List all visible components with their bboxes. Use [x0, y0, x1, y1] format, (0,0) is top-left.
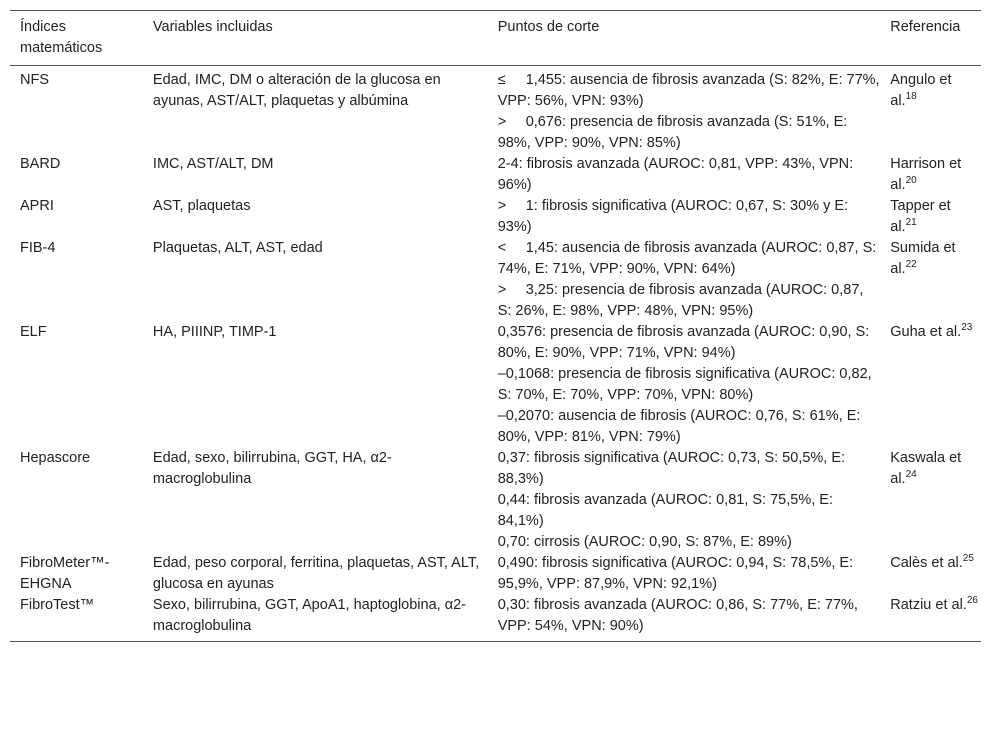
reference-number: 23	[961, 322, 973, 334]
cutoffs-cell	[488, 66, 881, 155]
reference-number: 22	[905, 259, 917, 271]
cutoffs-cell	[488, 595, 881, 642]
table-row	[10, 238, 981, 322]
reference-cell	[880, 553, 981, 595]
reference-authors: Sumida et al.	[890, 240, 956, 277]
reference-authors: Kaswala et al.	[890, 450, 962, 487]
variables-cell: Plaquetas, ALT, AST, edad	[152, 240, 323, 256]
index-name-cell: APRI	[20, 198, 54, 214]
table-row	[10, 322, 981, 448]
reference-cell	[880, 238, 981, 322]
reference-cell	[880, 448, 981, 553]
table-row	[10, 595, 981, 642]
cutoff-text: 1,455: ausencia de fibrosis avanzada (S: 82%, E: 77%, VPP: 56%, VPN: 93%)	[497, 72, 880, 109]
cutoff-text: 1: fibrosis significativa (AUROC: 0,67, S: 30% y E: 93%)	[497, 198, 849, 235]
cutoff-line	[498, 448, 881, 490]
index-name-cell: FibroMeter™-EHGNA	[20, 555, 110, 592]
reference-cell	[880, 154, 981, 196]
index-name-cell: FIB-4	[20, 240, 56, 256]
cutoff-line	[498, 364, 881, 406]
cutoff-line	[498, 196, 881, 238]
cutoff-text: 3,25: presencia de fibrosis avanzada (AUROC: 0,87, S: 26%, E: 98%, VPP: 48%, VPN: 95%)	[497, 282, 864, 319]
cutoff-text: 0,44: fibrosis avanzada (AUROC: 0,81, S: 75,5%, E: 84,1%)	[497, 492, 833, 529]
index-name-cell: ELF	[20, 324, 47, 340]
index-name-cell: NFS	[20, 72, 49, 88]
cutoff-line	[498, 154, 881, 196]
cutoff-text: 0,676: presencia de fibrosis avanzada (S: 51%, E: 98%, VPP: 90%, VPN: 85%)	[497, 114, 848, 151]
cutoff-symbol: >	[497, 282, 507, 298]
table-row	[10, 448, 981, 553]
reference-number: 24	[905, 469, 917, 481]
cutoff-line	[498, 490, 881, 532]
reference-number: 18	[905, 91, 917, 103]
table-row	[10, 553, 981, 595]
reference-cell	[880, 322, 981, 448]
cutoffs-cell	[488, 196, 881, 238]
cutoff-line	[498, 322, 881, 364]
cutoff-text: 0,3576: presencia de fibrosis avanzada (AUROC: 0,90, S: 80%, E: 90%, VPP: 71%, VPN: 94%)	[497, 324, 870, 361]
cutoffs-cell	[488, 553, 881, 595]
cutoff-line	[498, 553, 881, 595]
header-variables: Variables incluidas	[152, 19, 273, 35]
cutoff-line	[498, 280, 881, 322]
variables-cell: HA, PIIINP, TIMP-1	[152, 324, 277, 340]
cutoffs-cell	[488, 154, 881, 196]
reference-number: 26	[966, 595, 978, 607]
cutoff-symbol: >	[497, 198, 507, 214]
cutoff-line	[498, 532, 881, 553]
variables-cell: AST, plaquetas	[152, 198, 251, 214]
header-cutoffs: Puntos de corte	[497, 19, 600, 35]
index-name-cell: BARD	[20, 156, 61, 172]
reference-authors: Harrison et al.	[890, 156, 962, 193]
cutoff-text: 0,70: cirrosis (AUROC: 0,90, S: 87%, E: 89%)	[497, 534, 792, 550]
cutoff-text: 2-4: fibrosis avanzada (AUROC: 0,81, VPP: 43%, VPN: 96%)	[497, 156, 854, 193]
reference-authors: Calès et al.	[890, 555, 963, 571]
cutoff-line	[498, 238, 881, 280]
table-body	[10, 66, 981, 642]
cutoff-symbol: ≤	[497, 72, 506, 88]
variables-cell: IMC, AST/ALT, DM	[152, 156, 274, 172]
cutoff-text: 1,45: ausencia de fibrosis avanzada (AUROC: 0,87, S: 74%, E: 71%, VPP: 90%, VPN: 64%)	[497, 240, 877, 277]
cutoff-line	[498, 595, 881, 637]
cutoffs-cell	[488, 448, 881, 553]
table-header-row	[10, 11, 981, 66]
reference-authors: Tapper et al.	[890, 198, 951, 235]
variables-cell: Edad, peso corporal, ferritina, plaquetas, AST, ALT, glucosa en ayunas	[152, 555, 480, 592]
variables-cell: Edad, sexo, bilirrubina, GGT, HA, α2-macroglobulina	[152, 450, 392, 487]
index-name-cell: Hepascore	[20, 450, 91, 466]
cutoff-text: 0,490: fibrosis significativa (AUROC: 0,94, S: 78,5%, E: 95,9%, VPP: 87,9%, VPN: 92,1%)	[497, 555, 854, 592]
index-name-cell: FibroTest™	[20, 597, 95, 613]
header-indices: Índices matemáticos	[20, 19, 103, 56]
table-row	[10, 66, 981, 155]
cutoff-text: –0,1068: presencia de fibrosis significativa (AUROC: 0,82, S: 70%, E: 70%, VPP: 70%, VPN: 80%)	[497, 366, 872, 403]
cutoffs-cell	[488, 238, 881, 322]
reference-number: 21	[905, 217, 917, 229]
reference-cell	[880, 196, 981, 238]
header-reference: Referencia	[890, 19, 961, 35]
variables-cell: Sexo, bilirrubina, GGT, ApoA1, haptoglobina, α2-macroglobulina	[152, 597, 466, 634]
cutoff-line	[498, 406, 881, 448]
cutoff-symbol: >	[497, 114, 507, 130]
reference-authors: Ratziu et al.	[890, 597, 967, 613]
table-row	[10, 196, 981, 238]
reference-cell	[880, 66, 981, 155]
cutoff-symbol: <	[497, 240, 507, 256]
reference-authors: Guha et al.	[890, 324, 962, 340]
variables-cell: Edad, IMC, DM o alteración de la glucosa en ayunas, AST/ALT, plaquetas y albúmina	[152, 72, 441, 109]
reference-cell	[880, 595, 981, 642]
cutoff-line	[498, 112, 881, 154]
cutoffs-cell	[488, 322, 881, 448]
fibrosis-indices-table	[10, 10, 981, 642]
cutoff-text: 0,30: fibrosis avanzada (AUROC: 0,86, S: 77%, E: 77%, VPP: 54%, VPN: 90%)	[497, 597, 858, 634]
reference-number: 20	[905, 175, 917, 187]
reference-number: 25	[962, 553, 974, 565]
reference-authors: Angulo et al.	[890, 72, 952, 109]
table-row	[10, 154, 981, 196]
cutoff-text: 0,37: fibrosis significativa (AUROC: 0,73, S: 50,5%, E: 88,3%)	[497, 450, 846, 487]
cutoff-text: –0,2070: ausencia de fibrosis (AUROC: 0,76, S: 61%, E: 80%, VPP: 81%, VPN: 79%)	[497, 408, 861, 445]
cutoff-line	[498, 70, 881, 112]
